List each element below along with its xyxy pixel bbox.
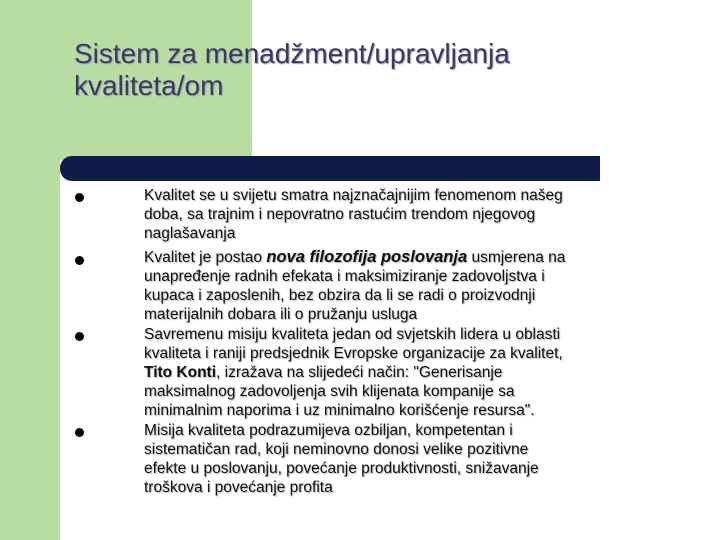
text-run: usmjerena na: [467, 249, 566, 266]
bullet-text-2: [144, 248, 664, 324]
text-line: [144, 363, 664, 382]
text-line: doba, sa trajnim i nepovratno rastućim trendom njegovog: [144, 206, 536, 223]
title-line: kvaliteta/om: [74, 70, 224, 101]
text-line: Kvalitet se u svijetu smatra najznačajnijim fenomenom našeg: [144, 187, 563, 204]
bullet-text-4: [144, 421, 664, 497]
bullet-text-3: [144, 325, 664, 420]
text-line: efekte u poslovanju, povećanje produktivnosti, snižavanje: [144, 460, 539, 477]
text-line: sistematičan rad, koji neminovno donosi velike pozitivne: [144, 441, 529, 458]
bullet-text-1: [144, 186, 664, 243]
slide-title: [74, 38, 694, 102]
text-line: unapređenje radnih efekata i maksimiziranje zadovoljstva i: [144, 268, 545, 285]
title-line: Sistem za menadžment/upravljanja: [74, 38, 510, 69]
text-line: Savremenu misiju kvaliteta jedan od svjetskih lidera u oblasti: [144, 326, 561, 343]
strong-text: Tito Konti: [144, 364, 217, 381]
text-line: [144, 248, 664, 267]
bullet-dot: [75, 256, 84, 265]
text-line: materijalnih dobara ili o pružanju usluga: [144, 306, 418, 323]
text-run: , izražava na slijedeći način: "Generisanje: [216, 364, 503, 381]
text-line: troškova i povećanje profita: [144, 479, 333, 496]
text-line: naglašavanja: [144, 225, 236, 242]
text-line: maksimalnog zadovoljenja svih klijenata kompanije sa: [144, 383, 515, 400]
text-line: minimalnim naporima i uz minimalno korišćenje resursa".: [144, 402, 535, 419]
bullet-dot: [75, 332, 84, 341]
emphasis-text: nova filozofija poslovanja: [266, 248, 468, 266]
text-line: Misija kvaliteta podrazumijeva ozbiljan, kompetentan i: [144, 422, 513, 439]
title-divider-bar: [60, 156, 600, 181]
bullet-dot: [75, 428, 84, 437]
bullet-dot: [75, 193, 84, 202]
decorative-green-strip: [0, 160, 60, 540]
text-line: kupaca i zaposlenih, bez obzira da li se radi o proizvodnji: [144, 287, 536, 304]
text-run: Kvalitet je postao: [144, 249, 267, 266]
text-line: kvaliteta i raniji predsjednik Evropske organizacije za kvalitet,: [144, 345, 563, 362]
